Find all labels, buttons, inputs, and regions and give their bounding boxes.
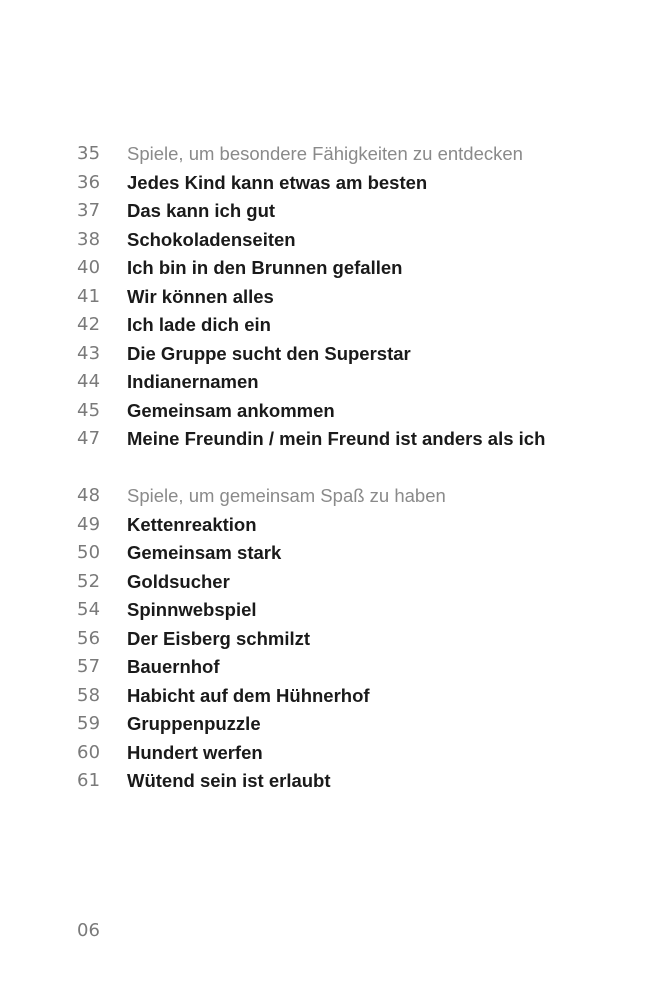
entry-title: Der Eisberg schmilzt xyxy=(127,627,311,649)
toc-entry[interactable] xyxy=(0,340,665,369)
toc-entry[interactable] xyxy=(0,226,665,255)
page-number: 42 xyxy=(77,314,101,335)
page-number: 48 xyxy=(77,485,101,506)
section-heading-title: Spiele, um besondere Fähigkeiten zu entdecken xyxy=(127,143,523,164)
entry-title: Kettenreaktion xyxy=(127,513,257,535)
toc-entry[interactable] xyxy=(0,197,665,226)
entry-title: Bauernhof xyxy=(127,656,220,677)
entry-title: Ich bin in den Brunnen gefallen xyxy=(127,257,403,278)
entry-title: Ich lade dich ein xyxy=(127,314,271,335)
toc-entry[interactable] xyxy=(0,568,665,597)
entry-title: Schokoladenseiten xyxy=(127,228,296,250)
section-heading xyxy=(0,482,665,511)
entry-title: Hundert werfen xyxy=(127,741,263,763)
toc-entry[interactable] xyxy=(0,653,665,682)
page-number: 44 xyxy=(77,371,101,392)
entry-title: Goldsucher xyxy=(127,570,230,592)
page-number: 59 xyxy=(77,713,101,734)
section-heading-title: Spiele, um gemeinsam Spaß zu haben xyxy=(127,485,446,506)
page-number: 47 xyxy=(77,428,101,449)
page-number: 38 xyxy=(77,228,101,250)
toc-section xyxy=(0,140,665,454)
page-number: 60 xyxy=(77,741,101,763)
entry-title: Das kann ich gut xyxy=(127,200,276,221)
entry-title: Jedes Kind kann etwas am besten xyxy=(127,171,428,193)
page-folio: 06 xyxy=(77,920,100,941)
page-number: 52 xyxy=(77,570,101,592)
toc-entry[interactable] xyxy=(0,425,665,454)
page-number: 37 xyxy=(77,200,101,221)
toc-entry[interactable] xyxy=(0,511,665,540)
entry-title: Habicht auf dem Hühnerhof xyxy=(127,684,370,706)
toc-entry[interactable] xyxy=(0,283,665,312)
toc-entry[interactable] xyxy=(0,767,665,796)
entry-title: Meine Freundin / mein Freund ist anders als ich xyxy=(127,428,546,449)
page-number: 56 xyxy=(77,627,101,649)
entry-title: Gruppenpuzzle xyxy=(127,713,261,734)
page-number: 35 xyxy=(77,143,101,164)
page-number: 50 xyxy=(77,542,101,563)
section-heading xyxy=(0,140,665,169)
page-number: 58 xyxy=(77,684,101,706)
toc-entry[interactable] xyxy=(0,169,665,198)
page-number: 49 xyxy=(77,513,101,535)
toc-entry[interactable] xyxy=(0,625,665,654)
toc-entry[interactable] xyxy=(0,682,665,711)
page-number: 45 xyxy=(77,399,101,421)
toc-section xyxy=(0,482,665,796)
toc-entry[interactable] xyxy=(0,739,665,768)
entry-title: Gemeinsam ankommen xyxy=(127,399,335,421)
page-number: 54 xyxy=(77,599,101,620)
entry-title: Die Gruppe sucht den Superstar xyxy=(127,342,411,364)
toc-entry[interactable] xyxy=(0,710,665,739)
page-number: 61 xyxy=(77,770,101,791)
page-number: 41 xyxy=(77,285,101,307)
toc-entry[interactable] xyxy=(0,254,665,283)
page-number: 40 xyxy=(77,257,101,278)
toc-entry[interactable] xyxy=(0,368,665,397)
page-number: 57 xyxy=(77,656,101,677)
toc-entry[interactable] xyxy=(0,539,665,568)
toc-entry[interactable] xyxy=(0,397,665,426)
entry-title: Wir können alles xyxy=(127,285,274,307)
toc-entry[interactable] xyxy=(0,596,665,625)
page-number: 36 xyxy=(77,171,101,193)
entry-title: Gemeinsam stark xyxy=(127,542,282,563)
entry-title: Indianernamen xyxy=(127,371,259,392)
toc-entry[interactable] xyxy=(0,311,665,340)
page-number: 43 xyxy=(77,342,101,364)
entry-title: Wütend sein ist erlaubt xyxy=(127,770,331,791)
entry-title: Spinnwebspiel xyxy=(127,599,257,620)
